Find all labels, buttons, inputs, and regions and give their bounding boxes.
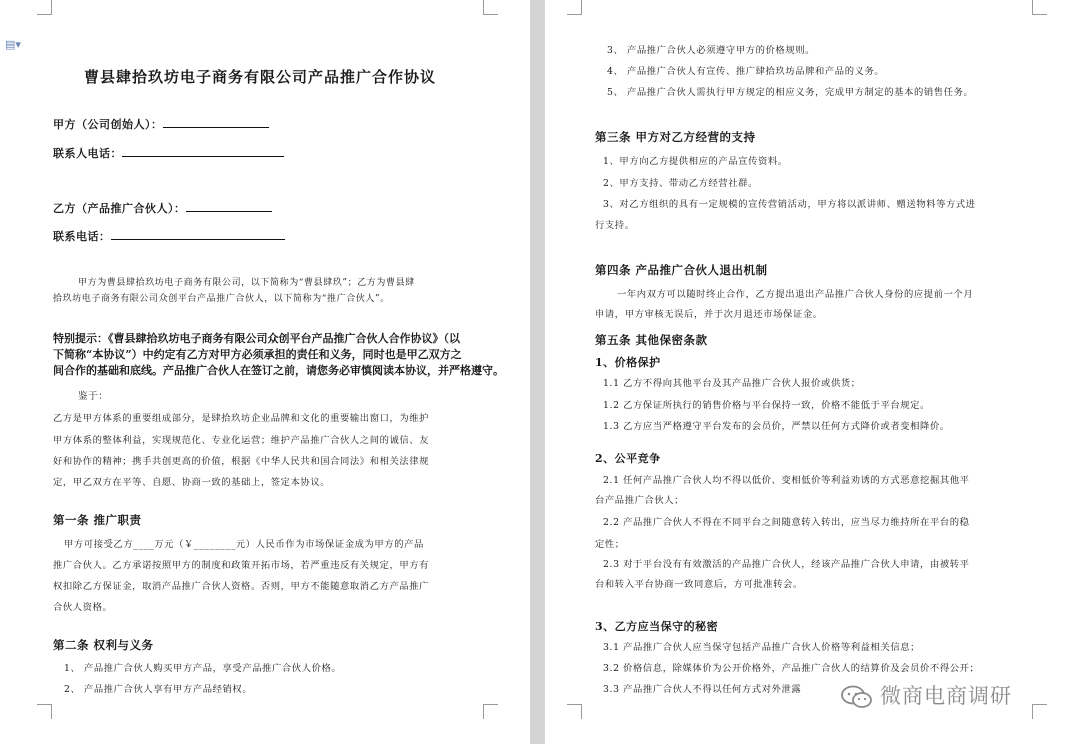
price-protection-heading: 1、价格保护: [595, 356, 661, 369]
confidentiality-heading: 3、乙方应当保守的秘密: [595, 620, 719, 633]
confidentiality-item: 3.3 产品推广合伙人不得以任何方式对外泄露: [603, 684, 802, 695]
article5-heading: 第五条 其他保密条款: [595, 333, 708, 347]
article2-item: 1、 产品推广合伙人购买甲方产品，享受产品推广合伙人价格。: [64, 663, 342, 674]
article3-item: 1、甲方向乙方提供相应的产品宣传资料。: [603, 156, 788, 167]
crop-mark: [567, 0, 582, 15]
competition-line: 2.3 对于平台没有有效激活的产品推广合伙人，经该产品推广合伙人申请，由被转平: [603, 559, 970, 570]
party-b-phone-field[interactable]: 联系电话：: [53, 228, 285, 244]
duty-item: 5、 产品推广合伙人需执行甲方规定的相应义务，完成甲方制定的基本的销售任务。: [607, 87, 974, 98]
article4-line: 一年内双方可以随时终止合作，乙方提出退出产品推广合伙人身份的应提前一个月: [617, 289, 974, 300]
article2-item: 2、 产品推广合伙人享有甲方产品经销权。: [64, 684, 253, 695]
whereas-line: 甲方体系的整体利益，实现规范化、专业化运营；维护产品推广合伙人之间的诚信、友: [53, 435, 430, 446]
price-item: 1.2 乙方保证所执行的销售价格与平台保持一致，价格不能低于平台规定。: [603, 400, 930, 411]
document-title: 曹县肆拾玖坊电子商务有限公司产品推广合作协议: [84, 68, 437, 86]
crop-mark: [483, 0, 498, 15]
competition-line: 台和转入平台协商一致同意后，方可批准转会。: [595, 579, 803, 590]
crop-mark: [483, 704, 498, 719]
intro-line: 甲方为曹县肆拾玖坊电子商务有限公司，以下简称为“曹县肆玖”；乙方为曹县肆: [78, 278, 415, 288]
document-page-right: [545, 0, 1080, 744]
article1-line: 权扣除乙方保证金，取消产品推广合伙人资格。否则，甲方不能随意取消乙方产品推广: [53, 581, 430, 592]
whereas-line: 乙方是甲方体系的重要组成部分，是肆拾玖坊企业品牌和文化的重要输出窗口，为维护: [53, 413, 430, 424]
wechat-watermark: [840, 680, 1012, 710]
crop-mark: [1032, 0, 1047, 15]
wechat-logo-icon: [840, 684, 874, 710]
document-page-left: [0, 0, 530, 744]
competition-line: 定性；: [595, 539, 625, 550]
article4-heading: 第四条 产品推广合伙人退出机制: [595, 263, 768, 277]
article3-item: 行支持。: [595, 220, 635, 231]
document-map-icon[interactable]: ▤▾: [5, 38, 21, 51]
party-b-field[interactable]: 乙方（产品推广合伙人）：: [53, 200, 272, 216]
crop-mark: [1032, 704, 1047, 719]
intro-line: 拾玖坊电子商务有限公司众创平台产品推广合伙人，以下简称为“推广合伙人”。: [53, 294, 390, 304]
article3-item: 2、甲方支持、带动乙方经营社群。: [603, 178, 758, 189]
whereas-line: 好和协作的精神；携手共创更高的价值，根据《中华人民共和国合同法》和相关法律规: [53, 456, 430, 467]
party-a-phone-field[interactable]: 联系人电话：: [53, 145, 284, 161]
fair-competition-heading: 2、公平竞争: [595, 452, 661, 465]
crop-mark: [37, 704, 52, 719]
competition-line: 2.1 任何产品推广合伙人均不得以低价、变相低价等利益劝诱的方式恶意挖掘其他平: [603, 475, 970, 486]
article1-heading: 第一条 推广职责: [53, 513, 142, 527]
whereas-label: 鉴于：: [78, 391, 109, 402]
article2-heading: 第二条 权利与义务: [53, 638, 154, 652]
confidentiality-item: 3.2 价格信息，除媒体价为公开价格外，产品推广合伙人的结算价及会员价不得公开；: [603, 663, 980, 674]
article3-heading: 第三条 甲方对乙方经营的支持: [595, 130, 756, 144]
article4-line: 申请，甲方审核无误后，并于次月退还市场保证金。: [595, 309, 823, 320]
competition-line: 台产品推广合伙人；: [595, 495, 685, 506]
price-item: 1.3 乙方应当严格遵守平台发布的会员价，严禁以任何方式降价或者变相降价。: [603, 421, 950, 432]
article1-line: 推广合伙人。乙方承诺按照甲方的制度和政策开拓市场，若严重违反有关规定，甲方有: [53, 560, 430, 571]
article1-line: 合伙人资格。: [53, 602, 113, 613]
duty-item: 4、 产品推广合伙人有宣传、推广肆拾玖坊品牌和产品的义务。: [607, 66, 885, 77]
whereas-line: 定，甲乙双方在平等、自愿、协商一致的基础上，签定本协议。: [53, 477, 331, 488]
special-notice: 特别提示：《曹县肆拾玖坊电子商务有限公司众创平台产品推广合伙人合作协议》（以 下简称“本协议”）中约定有乙方对甲方必须承担的责任和义务，同时也是甲乙双方之 间合作的基础和底线。产品推广合伙人在签订之前，请您务必审慎阅读本协议，并严格遵守。: [53, 332, 504, 377]
competition-line: 2.2 产品推广合伙人不得在不同平台之间随意转入转出，应当尽力维持所在平台的稳: [603, 517, 970, 528]
article3-item: 3、对乙方组织的具有一定规模的宣传营销活动，甲方将以派讲师、赠送物料等方式进: [603, 199, 976, 210]
confidentiality-item: 3.1 产品推广合伙人应当保守包括产品推广合伙人价格等利益相关信息；: [603, 642, 921, 653]
article1-line: 甲方可接受乙方____万元（￥________元）人民币作为市场保证金成为甲方的产品: [64, 539, 424, 550]
duty-item: 3、 产品推广合伙人必须遵守甲方的价格规则。: [607, 45, 816, 56]
party-a-field[interactable]: 甲方（公司创始人）：: [53, 116, 269, 132]
crop-mark: [37, 0, 52, 15]
crop-mark: [567, 704, 582, 719]
watermark-text: 微商电商调研: [880, 684, 1012, 708]
price-item: 1.1 乙方不得向其他平台及其产品推广合伙人报价或供货；: [603, 378, 861, 389]
